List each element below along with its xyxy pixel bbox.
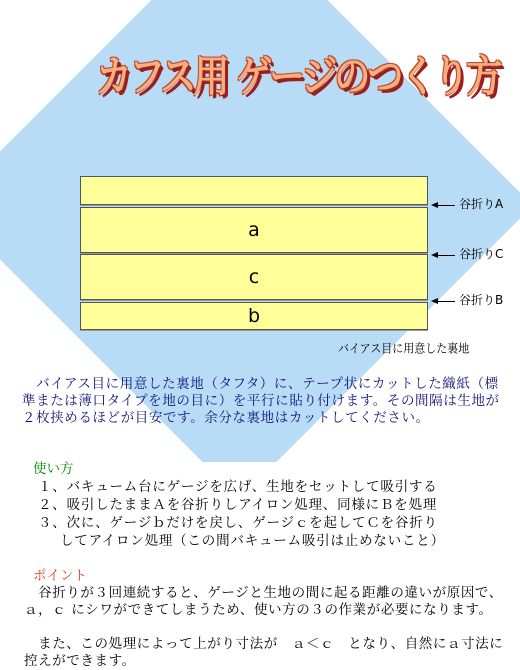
page-title: カフス用 ゲージのつくり方 xyxy=(96,53,500,102)
point-heading: ポイント xyxy=(33,568,87,584)
usage-steps xyxy=(38,478,445,550)
fold-label-b xyxy=(431,291,503,308)
gauge-strip-top xyxy=(80,176,428,205)
usage-step-1: １、バキューム台にゲージを広げ、生地をセットして吸引する xyxy=(38,479,438,495)
gauge-strip-a-label: a xyxy=(248,219,260,241)
usage-step-3: ３、次に、ゲージｂだけを戻し、ゲージｃを起してＣを谷折り xyxy=(38,515,438,531)
fold-label-b-text: 谷折りB xyxy=(459,293,504,307)
fold-label-c xyxy=(431,245,503,262)
gauge-strip-b-label: b xyxy=(247,305,261,327)
usage-step-3-continued: してアイロン処理（この間バキューム吸引は止めないこと） xyxy=(60,533,445,549)
gauge-strip-c-label: c xyxy=(248,266,260,288)
gauge-strip-a xyxy=(80,207,428,253)
fold-label-c-text: 谷折りC xyxy=(459,247,504,261)
point-paragraph-2: また、この処理によって上がり寸法が ａ＜ｃ となり、自然にａ寸法に控えができます。 xyxy=(24,636,504,669)
gauge-strip-c xyxy=(80,254,428,300)
fold-label-a xyxy=(431,195,503,212)
point-paragraph-1: 谷折りが３回連続すると、ゲージと生地の間に起る距離の違いが原因で、ａ，ｃ にシワができてしまうため、使い方の３の作業が必要になります。 xyxy=(24,585,503,618)
diagram-caption: バイアス目に用意した裏地 xyxy=(338,341,470,356)
gauge-strip-b xyxy=(80,302,428,330)
intro-paragraph: バイアス目に用意した裏地（タフタ）に、テープ状にカットした織紙（標準または薄口タイプを地の目に）を平行に貼り付けます。その間隔は生地が２枚挟めるほどが目安です。余分な裏地はカットしてください。 xyxy=(22,376,500,426)
fold-label-a-text: 谷折りA xyxy=(459,197,504,211)
usage-step-2: ２、吸引したままＡを谷折りしアイロン処理、同様にＢを処理 xyxy=(38,497,438,513)
usage-heading: 使い方 xyxy=(33,461,74,477)
